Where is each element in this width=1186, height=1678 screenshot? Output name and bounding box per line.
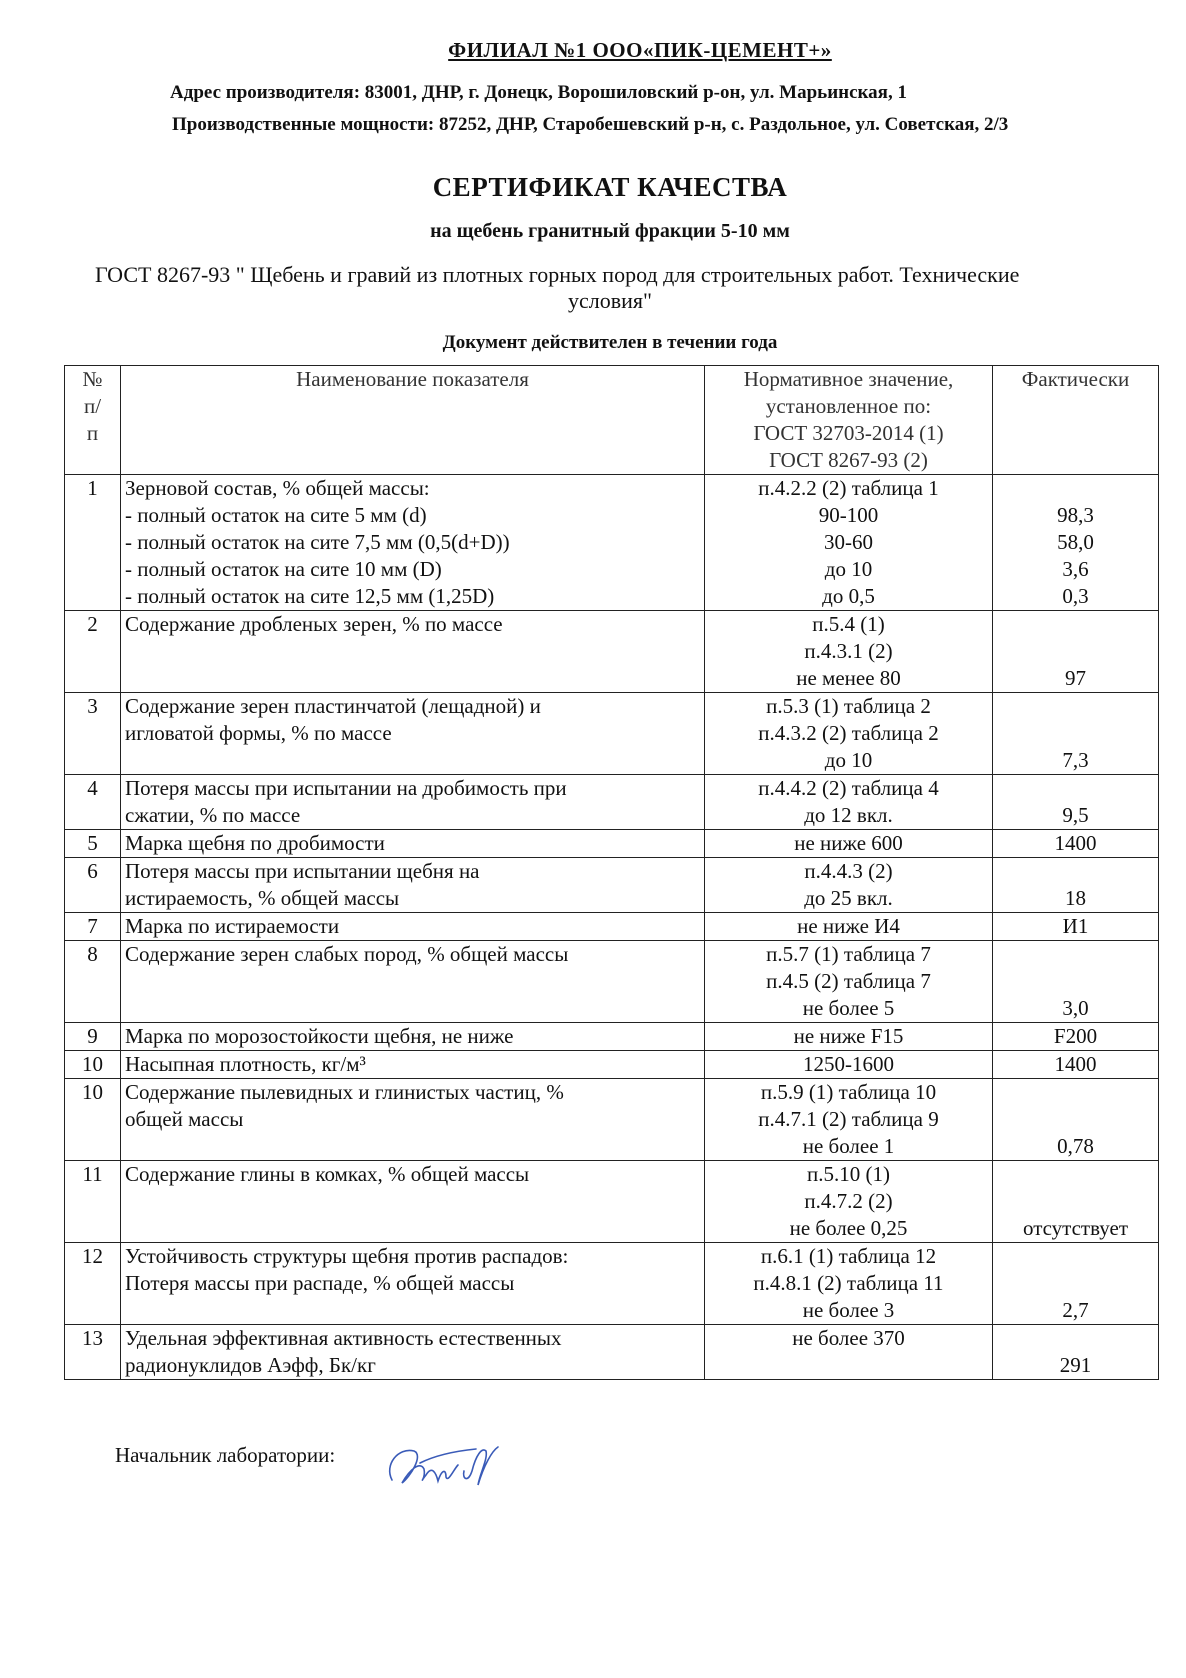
indicator-name xyxy=(121,1161,705,1243)
indicator-name-line: Содержание зерен пластинчатой (лещадной) и xyxy=(125,694,541,718)
indicator-name xyxy=(121,1243,705,1325)
normative-value-line: п.6.1 (1) таблица 12 xyxy=(760,1244,937,1268)
indicator-name-line: Содержание зерен слабых пород, % общей массы xyxy=(125,942,569,966)
header-norm xyxy=(705,366,993,475)
table-row xyxy=(65,830,1159,858)
certificate-title: СЕРТИФИКАТ КАЧЕСТВА xyxy=(432,172,788,202)
normative-value xyxy=(705,1243,993,1325)
indicator-name-line: общей массы xyxy=(125,1107,244,1131)
normative-value-line: п.4.5 (2) таблица 7 xyxy=(766,969,931,993)
normative-value-line: п.4.7.2 (2) xyxy=(804,1189,893,1213)
indicator-name-line: сжатии, % по массе xyxy=(125,803,301,827)
row-number: 9 xyxy=(65,1023,121,1051)
table-row xyxy=(65,858,1159,913)
row-number: 2 xyxy=(65,611,121,693)
actual-value-line: 3,0 xyxy=(1062,996,1089,1020)
indicator-name-line: - полный остаток на сите 10 мм (D) xyxy=(125,557,442,581)
indicator-name xyxy=(121,1325,705,1380)
actual-value-line: И1 xyxy=(1062,914,1089,938)
production-facilities: Производственные мощности: 87252, ДНР, Старобешевский р-н, с. Раздольное, ул. Советская, 2/3 xyxy=(172,114,1009,135)
indicator-name xyxy=(121,1079,705,1161)
normative-value-line: не более 0,25 xyxy=(789,1216,908,1240)
row-number: 13 xyxy=(65,1325,121,1380)
normative-value xyxy=(705,1023,993,1051)
row-number: 7 xyxy=(65,913,121,941)
normative-value-line: 90-100 xyxy=(818,503,879,527)
validity-note: Документ действителен в течении года xyxy=(442,332,778,353)
table-row xyxy=(65,775,1159,830)
gost-reference-line-1: ГОСТ 8267-93 " Щебень и гравий из плотных горных пород для строительных работ. Технические xyxy=(95,262,1020,287)
row-number: 6 xyxy=(65,858,121,913)
actual-value xyxy=(993,1023,1159,1051)
actual-value xyxy=(993,1051,1159,1079)
table-row xyxy=(65,693,1159,775)
actual-value xyxy=(993,775,1159,830)
indicator-name-line: Марка щебня по дробимости xyxy=(125,831,385,855)
header-num xyxy=(65,366,121,475)
header-norm-line: Нормативное значение, xyxy=(743,367,954,391)
normative-value xyxy=(705,1325,993,1380)
actual-value-line: 0,3 xyxy=(1062,584,1089,608)
normative-value-line: п.4.8.1 (2) таблица 11 xyxy=(753,1271,944,1295)
normative-value-line: п.4.2.2 (2) таблица 1 xyxy=(758,476,939,500)
normative-value-line: п.4.4.3 (2) xyxy=(804,859,893,883)
indicator-name xyxy=(121,1023,705,1051)
normative-value-line: 1250-1600 xyxy=(803,1052,894,1076)
row-number: 5 xyxy=(65,830,121,858)
actual-value-line: 291 xyxy=(1059,1353,1092,1377)
actual-value-line: 1400 xyxy=(1054,831,1097,855)
indicator-name xyxy=(121,611,705,693)
actual-value xyxy=(993,1161,1159,1243)
actual-value-line: 18 xyxy=(1065,886,1086,910)
indicator-name xyxy=(121,1051,705,1079)
indicator-name-line: радионуклидов Аэфф, Бк/кг xyxy=(125,1353,376,1377)
indicator-name-line: Потеря массы при распаде, % общей массы xyxy=(125,1271,515,1295)
table-row xyxy=(65,913,1159,941)
normative-value xyxy=(705,475,993,611)
header-num-line: п xyxy=(86,421,99,445)
gost-reference-line-2: условия" xyxy=(567,288,652,313)
actual-value xyxy=(993,941,1159,1023)
actual-value xyxy=(993,1325,1159,1380)
header-norm-line: ГОСТ 8267-93 (2) xyxy=(769,448,928,472)
row-number: 11 xyxy=(65,1161,121,1243)
row-number: 3 xyxy=(65,693,121,775)
producer-address: Адрес производителя: 83001, ДНР, г. Донецк, Ворошиловский р-он, ул. Марьинская, 1 xyxy=(170,82,907,103)
table-row xyxy=(65,611,1159,693)
table-row xyxy=(65,1161,1159,1243)
indicator-name xyxy=(121,858,705,913)
indicator-name-line: - полный остаток на сите 7,5 мм (0,5(d+D)) xyxy=(125,530,510,554)
actual-value-line: 1400 xyxy=(1054,1052,1097,1076)
indicator-name xyxy=(121,775,705,830)
indicator-name xyxy=(121,941,705,1023)
actual-value-line: 58,0 xyxy=(1057,530,1094,554)
normative-value xyxy=(705,1079,993,1161)
normative-value xyxy=(705,611,993,693)
normative-value-line: не ниже F15 xyxy=(793,1024,904,1048)
indicator-name-line: Марка по истираемости xyxy=(125,914,340,938)
actual-value xyxy=(993,693,1159,775)
normative-value-line: не более 1 xyxy=(802,1134,895,1158)
normative-value xyxy=(705,1161,993,1243)
normative-value xyxy=(705,913,993,941)
indicator-name-line: Потеря массы при испытании на дробимость при xyxy=(125,776,567,800)
normative-value-line: п.4.3.1 (2) xyxy=(804,639,893,663)
normative-value xyxy=(705,858,993,913)
table-row xyxy=(65,475,1159,611)
normative-value-line: п.5.9 (1) таблица 10 xyxy=(760,1080,937,1104)
indicator-name-line: Насыпная плотность, кг/м³ xyxy=(125,1052,366,1076)
normative-value-line: не ниже И4 xyxy=(797,914,900,938)
normative-value-line: п.5.3 (1) таблица 2 xyxy=(766,694,931,718)
normative-value-line: не более 3 xyxy=(802,1298,895,1322)
actual-value-line: 97 xyxy=(1065,666,1086,690)
normative-value-line: п.5.7 (1) таблица 7 xyxy=(766,942,931,966)
row-number: 8 xyxy=(65,941,121,1023)
normative-value-line: до 12 вкл. xyxy=(804,803,893,827)
header-fact: Фактически xyxy=(993,366,1159,475)
table-row xyxy=(65,1243,1159,1325)
normative-value xyxy=(705,830,993,858)
normative-value-line: до 25 вкл. xyxy=(804,886,893,910)
indicator-name-line: Устойчивость структуры щебня против распадов: xyxy=(125,1244,569,1268)
indicator-name-line: Марка по морозостойкости щебня, не ниже xyxy=(125,1024,514,1048)
actual-value-line: 2,7 xyxy=(1062,1298,1089,1322)
actual-value-line: 98,3 xyxy=(1057,503,1094,527)
normative-value-line: 30-60 xyxy=(824,530,873,554)
row-number: 12 xyxy=(65,1243,121,1325)
signature-image xyxy=(380,1425,520,1495)
indicator-name xyxy=(121,693,705,775)
actual-value-line: 0,78 xyxy=(1057,1134,1094,1158)
actual-value xyxy=(993,830,1159,858)
actual-value-line: 3,6 xyxy=(1062,557,1089,581)
quality-table xyxy=(64,365,1159,1380)
actual-value xyxy=(993,913,1159,941)
normative-value-line: не менее 80 xyxy=(796,666,901,690)
normative-value-line: п.4.4.2 (2) таблица 4 xyxy=(758,776,939,800)
indicator-name-line: игловатой формы, % по массе xyxy=(125,721,392,745)
normative-value-line: не ниже 600 xyxy=(794,831,903,855)
actual-value-line: 7,3 xyxy=(1062,748,1089,772)
indicator-name-line: - полный остаток на сите 12,5 мм (1,25D) xyxy=(125,584,495,608)
row-number: 4 xyxy=(65,775,121,830)
actual-value-line: отсутствует xyxy=(1022,1216,1129,1240)
table-header-row xyxy=(65,366,1159,475)
indicator-name xyxy=(121,913,705,941)
row-number: 1 xyxy=(65,475,121,611)
normative-value-line: до 0,5 xyxy=(822,584,875,608)
normative-value-line: не более 5 xyxy=(802,996,895,1020)
actual-value xyxy=(993,475,1159,611)
normative-value-line: п.4.3.2 (2) таблица 2 xyxy=(758,721,939,745)
table-row xyxy=(65,1051,1159,1079)
certificate-subtitle: на щебень гранитный фракции 5-10 мм xyxy=(430,220,790,242)
table-row xyxy=(65,1325,1159,1380)
header-name: Наименование показателя xyxy=(121,366,705,475)
row-number: 10 xyxy=(65,1079,121,1161)
header-num-line: п/ xyxy=(83,394,102,418)
actual-value xyxy=(993,1243,1159,1325)
normative-value xyxy=(705,775,993,830)
table-row xyxy=(65,941,1159,1023)
normative-value-line: до 10 xyxy=(824,748,873,772)
normative-value-line: п.4.7.1 (2) таблица 9 xyxy=(758,1107,939,1131)
indicator-name-line: Содержание глины в комках, % общей массы xyxy=(125,1162,530,1186)
table-row xyxy=(65,1079,1159,1161)
indicator-name-line: - полный остаток на сите 5 мм (d) xyxy=(125,503,427,527)
indicator-name-line: Содержание пылевидных и глинистых частиц, % xyxy=(125,1080,564,1104)
actual-value xyxy=(993,1079,1159,1161)
indicator-name xyxy=(121,830,705,858)
normative-value-line: не более 370 xyxy=(792,1326,905,1350)
header-norm-line: установленное по: xyxy=(765,394,932,418)
indicator-name-line: Удельная эффективная активность естественных xyxy=(125,1326,562,1350)
table-body xyxy=(65,475,1159,1380)
indicator-name-line: истираемость, % общей массы xyxy=(125,886,400,910)
header-num-line: № xyxy=(82,367,103,391)
normative-value-line: до 10 xyxy=(824,557,873,581)
indicator-name-line: Содержание дробленых зерен, % по массе xyxy=(125,612,503,636)
indicator-name-line: Зерновой состав, % общей массы: xyxy=(125,476,430,500)
actual-value-line: F200 xyxy=(1053,1024,1098,1048)
actual-value xyxy=(993,611,1159,693)
actual-value-line: 9,5 xyxy=(1062,803,1089,827)
header-norm-line: ГОСТ 32703-2014 (1) xyxy=(753,421,944,445)
table-row xyxy=(65,1023,1159,1051)
normative-value-line: п.5.10 (1) xyxy=(807,1162,890,1186)
actual-value xyxy=(993,858,1159,913)
row-number: 10 xyxy=(65,1051,121,1079)
normative-value-line: п.5.4 (1) xyxy=(812,612,885,636)
normative-value xyxy=(705,693,993,775)
company-name: ФИЛИАЛ №1 ООО«ПИК-ЦЕМЕНТ+» xyxy=(448,38,832,62)
indicator-name-line: Потеря массы при испытании щебня на xyxy=(125,859,480,883)
normative-value xyxy=(705,941,993,1023)
signature-label: Начальник лаборатории: xyxy=(115,1443,336,1467)
indicator-name xyxy=(121,475,705,611)
normative-value xyxy=(705,1051,993,1079)
